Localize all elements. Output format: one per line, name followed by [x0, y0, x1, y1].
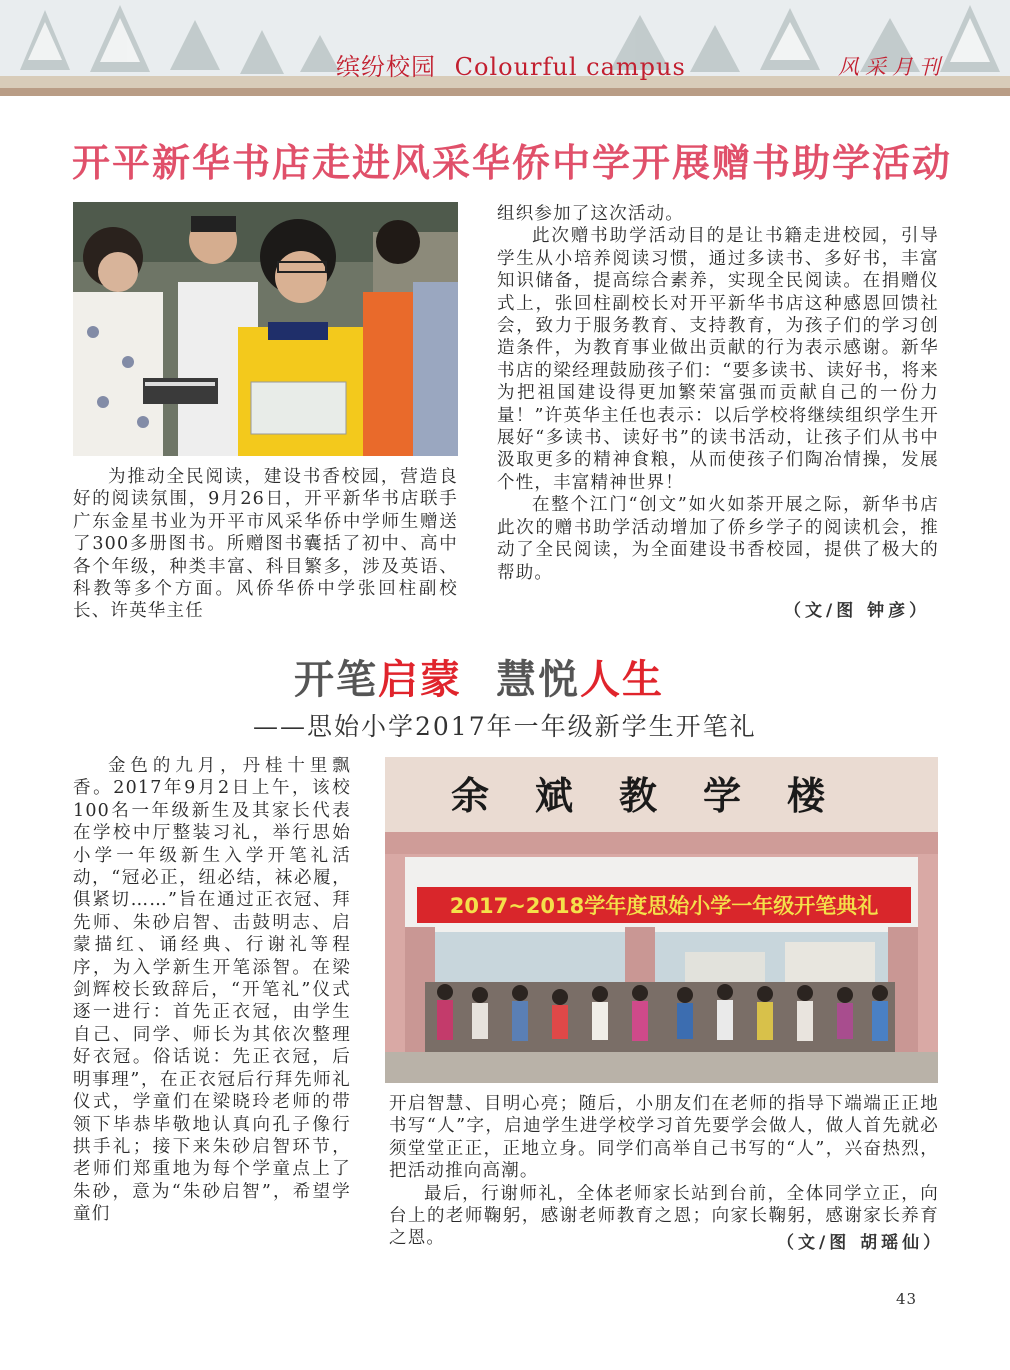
building-sign: 余斌教学楼 — [450, 773, 872, 818]
article2-bottom-column — [389, 1093, 939, 1250]
article1-title: 开平新华书店走进风采华侨中学开展赠书助学活动 — [72, 141, 953, 185]
article2-paragraph-1: 金色的九月，丹桂十里飘香。2017年9月2日上午，该校100名一年级新生及其家长代表在学校中厅整装习礼，举行思始小学一年级新生入学开笔礼活动，“冠必正，纽必结，袜必履，俱紧切……”旨在通过正衣冠、拜先师、朱砂启智、击鼓明志、启蒙描红、诵经典、行谢礼等程序，为入学新生开笔添智。在梁剑辉校长致辞后，“开笔礼”仪式逐一进行：首先正衣冠，由学生自己、同学、师长为其依次整理好衣冠。俗话说：先正衣冠，后明事理”，在正衣冠后行拜先师礼仪式，学童们在梁晓玲老师的带领下毕恭毕敬地认真向孔子像行拱手礼；接下来朱砂启智环节，老师们郑重地为每个学童点上了朱砂，意为“朱砂启智”，希望学童们 — [73, 756, 351, 1225]
article2-subtitle: ——思始小学2017年一年级新学生开笔礼 — [253, 712, 757, 741]
section-title-cn: 缤纷校园 — [336, 53, 436, 81]
article1-credit: （文/图 钟彦） — [784, 601, 931, 621]
article1-paragraph-2: 此次赠书助学活动目的是让书籍走进校园，引导学生从小培养阅读习惯，通过多读书、多好书，丰富知识储备，提高综合素养，实现全民阅读。在捐赠仪式上，张回柱副校长对开平新华书店这种感恩回馈社会，致力于服务教育、支持教育，为孩子们的学习创造条件，为教育事业做出贡献的行为表示感谢。新华书店的梁经理鼓励孩子们：“要多读书、读好书，将来为把祖国建设得更加繁荣富强而贡献自己的一份力量！”许英华主任也表示：以后学校将继续组织学生开展好“多读书、读好书”的读书活动，让孩子们从书中汲取更多的精神食粮，从而使孩子们陶冶情操，发展个性，丰富精神世界！ — [497, 226, 939, 493]
section-title-en: Colourful campus — [454, 53, 686, 81]
page-number: 43 — [896, 1290, 918, 1308]
article1-left-column — [73, 466, 458, 623]
article2-paragraph-2: 最后，行谢师礼，全体老师家长站到台前，全体同学立正，向台上的老师鞠躬，感谢老师教育之恩；向家长鞠躬，感谢家长养育之恩。 — [389, 1183, 939, 1249]
article2-title-part-2: 启蒙 — [378, 657, 462, 703]
article1-paragraph-3: 在整个江门“创文”如火如荼开展之际，新华书店此次的赠书助学活动增加了侨乡学子的阅读机会，推动了全民阅读，为全面建设书香校园，提供了极大的帮助。 — [497, 495, 939, 583]
article2-title-part-3: 慧悦 — [496, 657, 580, 703]
book-donation-photo — [73, 202, 458, 456]
ceremony-banner-text: 2017~2018学年度思始小学一年级开笔典礼 — [449, 894, 879, 918]
article2-credit: （文/图 胡瑶仙） — [777, 1233, 945, 1253]
magazine-name: 风采月刊 — [838, 55, 946, 79]
header-band — [0, 88, 1010, 96]
article2-title-part-1: 开笔 — [294, 657, 378, 703]
article2-title-part-4: 人生 — [580, 657, 664, 703]
article2-paragraph-continued: 开启智慧、目明心亮；随后，小朋友们在老师的指导下端端正正地书写“人”字，启迪学生进学校学习首先要学会做人，做人首先就必须堂堂正正，正地立身。同学们高举自己书写的“人”，兴奋热烈，把活动推向高潮。 — [389, 1094, 939, 1182]
article2-left-column — [73, 755, 351, 1226]
section-title — [336, 50, 686, 84]
ceremony-photo — [385, 757, 938, 1083]
article2-title — [294, 648, 664, 705]
header-banner — [0, 0, 1010, 96]
article1-right-column — [497, 203, 939, 584]
article1-paragraph-continued: 组织参加了这次活动。 — [497, 204, 684, 224]
article1-paragraph-1: 为推动全民阅读，建设书香校园，营造良好的阅读氛围，9月26日，开平新华书店联手广东金星书业为开平市风采华侨中学师生赠送了300多册图书。所赠图书囊括了初中、高中各个年级，种类丰富、科目繁多，涉及英语、科教等多个方面。风侨华侨中学张回柱副校长、许英华主任 — [73, 467, 458, 622]
